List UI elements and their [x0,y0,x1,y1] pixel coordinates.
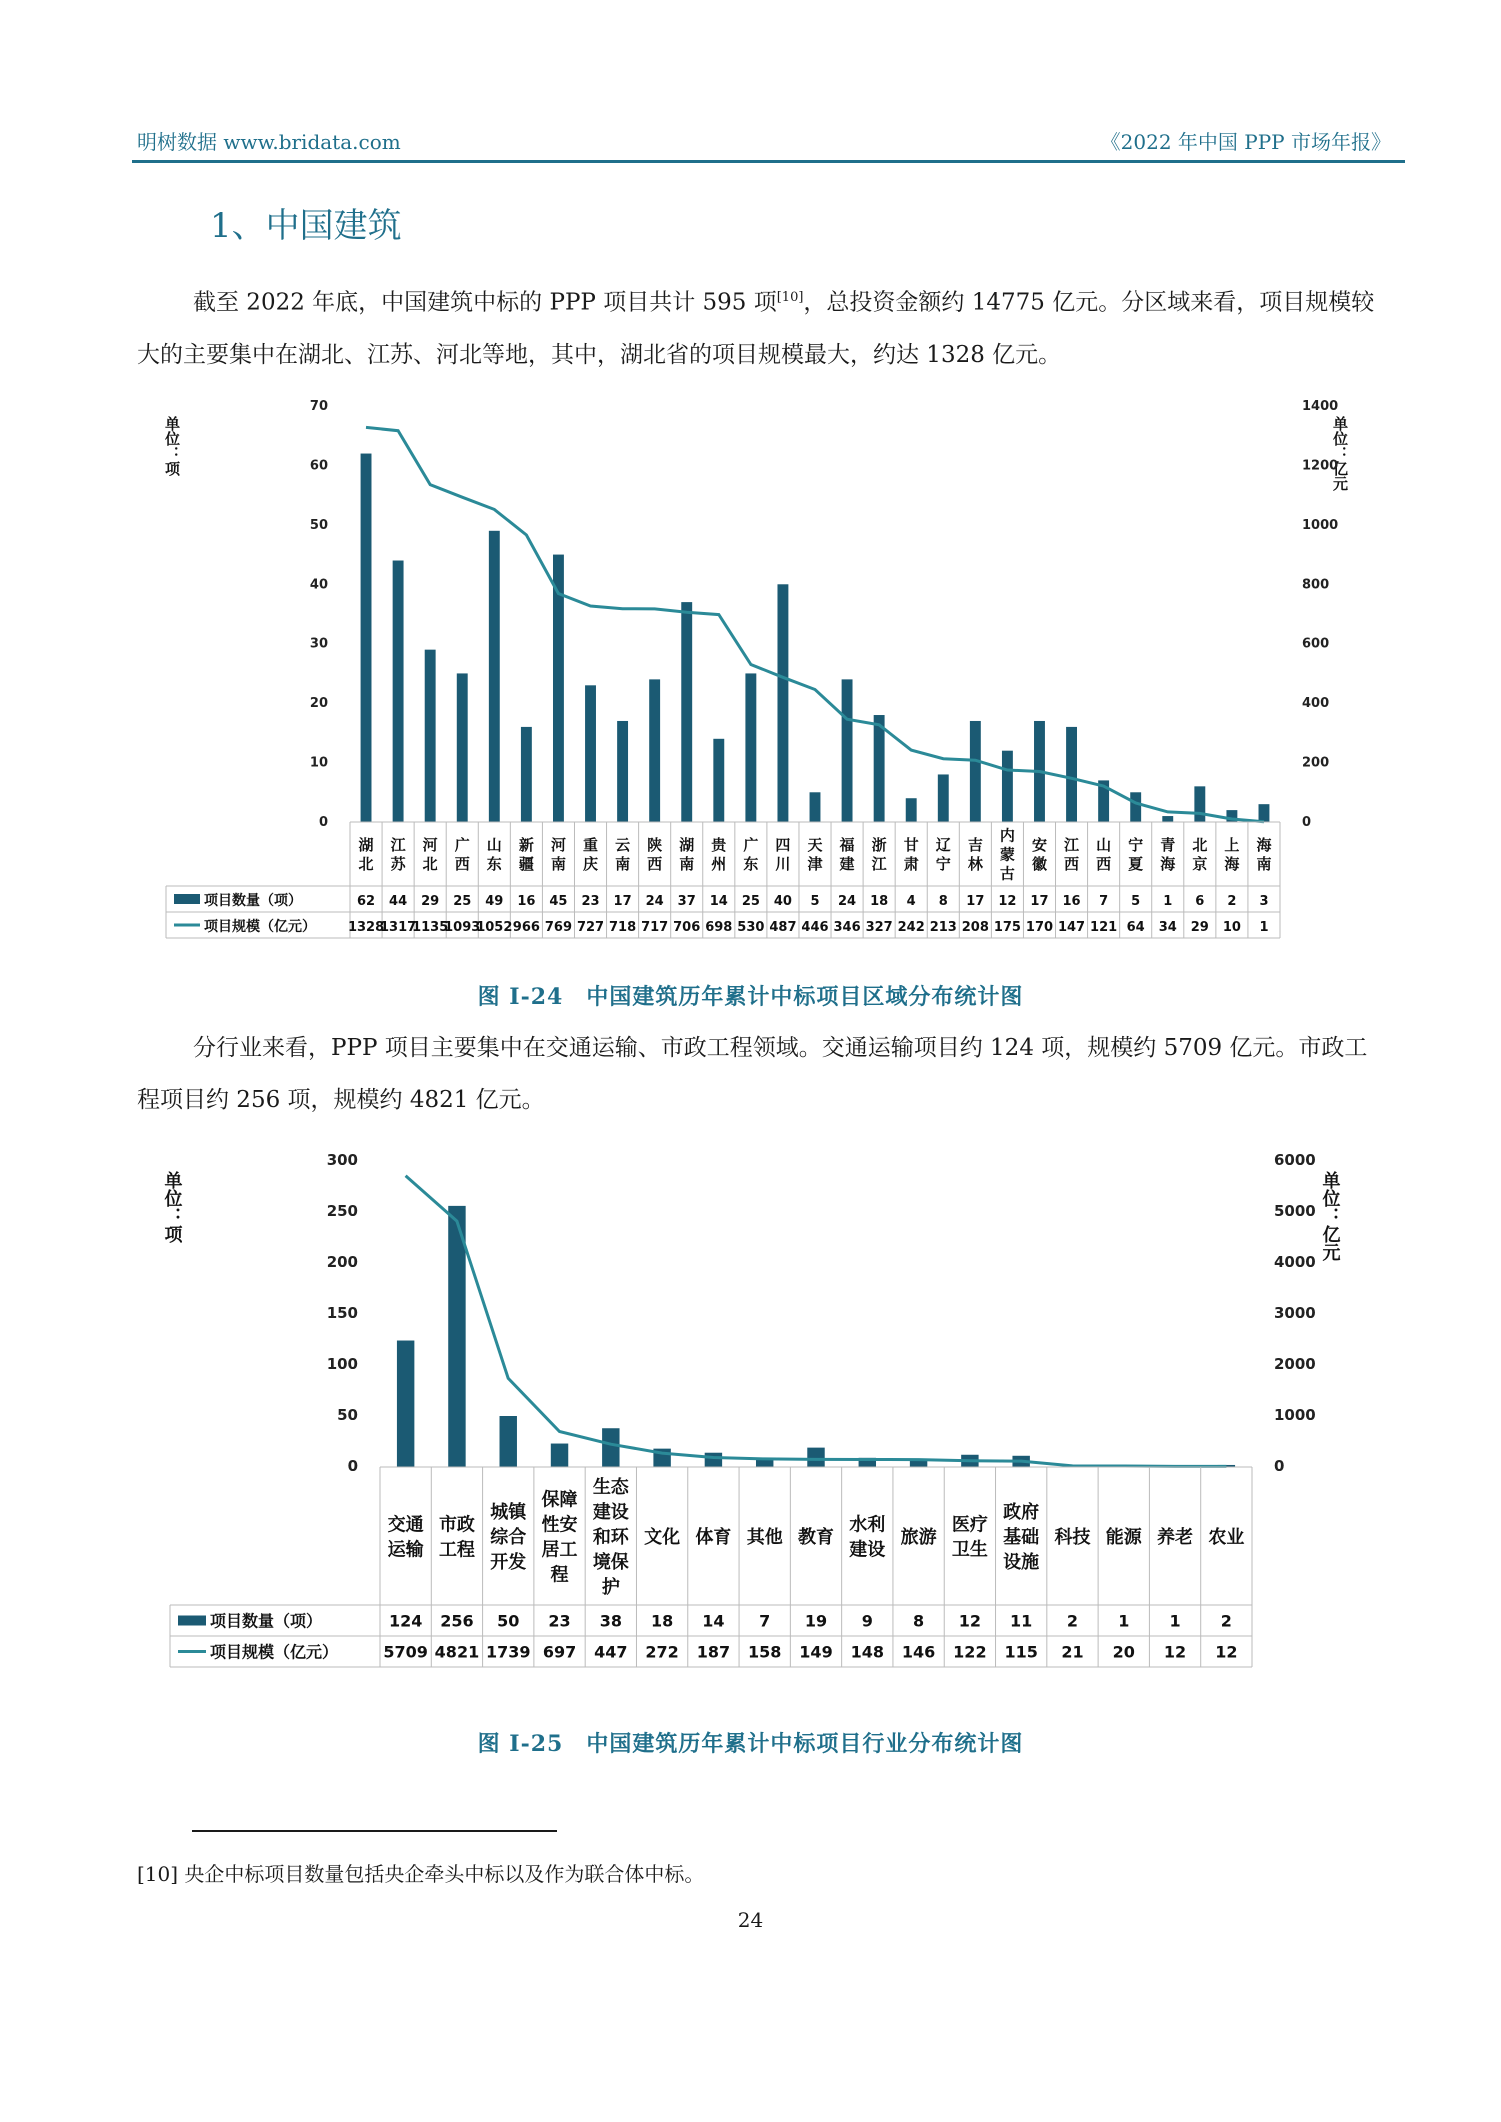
bar-湖南 [681,602,692,822]
bar-宁夏 [1130,792,1141,822]
right-tick-label: 2000 [1274,1355,1316,1373]
bar-天津 [810,792,821,822]
scale-value: 170 [1025,920,1054,935]
legend-scale-label: 项目规模（亿元） [210,1642,339,1662]
right-tick-label: 1400 [1302,399,1339,414]
scale-value: 64 [1126,920,1145,935]
left-tick-label: 50 [309,517,328,533]
count-value: 29 [421,894,440,909]
scale-value: 272 [645,1642,679,1662]
category-label: 能源 [1105,1527,1142,1548]
scale-value: 697 [542,1642,577,1662]
scale-value: 706 [673,920,701,935]
category-label: 其他 [746,1527,783,1548]
category-label: 生态建设和环境保护 [592,1477,629,1598]
left-tick-label: 300 [326,1151,358,1169]
bar-保障性安居工程 [551,1444,568,1467]
left-tick-label: 20 [309,696,328,712]
category-label: 政府基础设施 [1003,1502,1040,1573]
bar-交通运输 [397,1341,414,1467]
count-value: 24 [645,894,664,909]
count-value: 8 [913,1611,925,1631]
left-axis-unit: 单位：项 [161,1171,183,1243]
scale-value: 447 [594,1642,628,1662]
paragraph-1-text-2: ，总投资金额约 14775 亿元。分区域来看，项目规模较大的主要集中在湖北、江苏、河北等地，其中，湖北省的项目规模最大，约达 1328 亿元。 [137,289,1375,368]
scale-value: 769 [544,920,573,935]
count-value: 14 [702,1611,725,1631]
right-tick-label: 1000 [1302,517,1339,533]
count-value: 45 [549,894,568,909]
scale-value: 1052 [476,920,513,935]
scale-value: 20 [1112,1642,1135,1662]
count-value: 50 [497,1611,520,1631]
count-value: 44 [389,894,408,909]
count-value: 14 [709,894,728,909]
right-tick-label: 600 [1302,636,1330,652]
footnote: [10] 央企中标项目数量包括央企牵头中标以及作为联合体中标。 [137,1862,705,1886]
category-label: 旅游 [900,1527,937,1548]
bar-重庆 [585,685,596,822]
legend-bar-swatch [174,894,200,904]
scale-value: 158 [748,1642,782,1662]
scale-line [406,1176,1227,1467]
category-label: 辽宁 [935,835,951,873]
scale-value: 242 [897,920,925,935]
header-left: 明树数据 www.bridata.com [137,130,401,154]
count-value: 17 [613,894,632,909]
left-tick-label: 40 [309,577,328,593]
category-label: 青海 [1160,835,1176,873]
bar-教育 [807,1448,824,1467]
scale-value: 446 [801,920,829,935]
count-value: 18 [870,894,889,909]
category-label: 养老 [1157,1527,1194,1548]
scale-value: 213 [929,920,957,935]
scale-value: 122 [953,1642,987,1662]
scale-value: 1135 [412,920,449,935]
scale-value: 115 [1004,1642,1038,1662]
count-value: 23 [548,1611,571,1631]
right-tick-label: 400 [1302,696,1330,712]
bar-海南 [1259,804,1270,822]
category-label: 吉林 [967,835,983,873]
industry-chart [150,1145,1380,1715]
count-value: 25 [741,894,760,909]
count-value: 1 [1118,1611,1130,1631]
right-axis-unit: 单位：亿元 [1319,1171,1341,1261]
category-label: 农业 [1208,1527,1245,1548]
count-value: 19 [804,1611,828,1631]
right-tick-label: 6000 [1274,1151,1316,1169]
category-label: 海南 [1256,835,1272,873]
left-tick-label: 30 [309,636,328,652]
header-right: 《2022 年中国 PPP 市场年报》 [1100,130,1391,154]
category-label: 山东 [486,835,502,873]
bar-内蒙古 [1002,751,1013,822]
page-number: 24 [737,1908,764,1932]
category-label: 上海 [1224,835,1240,873]
scale-value: 147 [1057,920,1086,935]
count-value: 18 [650,1611,674,1631]
scale-value: 21 [1061,1642,1084,1662]
scale-value: 327 [865,920,893,935]
right-tick-label: 3000 [1274,1304,1316,1322]
bar-辽宁 [938,774,949,822]
count-value: 2 [1220,1611,1232,1631]
count-value: 12 [958,1611,982,1631]
count-value: 9 [861,1611,873,1631]
scale-value: 12 [1163,1642,1187,1662]
right-tick-label: 0 [1274,1457,1285,1475]
scale-value: 966 [512,920,540,935]
category-label: 内蒙古 [999,826,1015,883]
right-tick-label: 1200 [1302,458,1339,474]
bar-北京 [1194,786,1205,822]
count-value: 3 [1259,894,1269,909]
right-tick-label: 800 [1302,577,1330,593]
scale-value: 717 [641,920,669,935]
left-tick-label: 70 [309,399,328,414]
bar-其他 [756,1460,773,1467]
category-label: 贵州 [711,835,727,873]
left-tick-label: 100 [326,1355,358,1373]
bar-贵州 [713,739,724,822]
scale-value: 1739 [485,1642,531,1662]
bar-吉林 [970,721,981,822]
legend-count-label: 项目数量（项） [204,893,302,909]
scale-value: 34 [1158,920,1177,935]
left-tick-label: 10 [309,755,328,771]
scale-value: 1 [1259,920,1269,935]
legend-bar-swatch [178,1616,206,1626]
category-label: 福建 [839,835,855,873]
paragraph-2: 分行业来看，PPP 项目主要集中在交通运输、市政工程领域。交通运输项目约 124 项，规模约 5709 亿元。市政工程项目约 256 项，规模约 4821 亿元。 [137,1035,1368,1113]
count-value: 124 [388,1611,423,1631]
right-tick-label: 4000 [1274,1253,1316,1271]
bar-甘肃 [906,798,917,822]
category-label: 江苏 [390,835,406,873]
category-label: 广西 [454,835,470,873]
category-label: 湖北 [358,835,374,873]
bar-山东 [489,531,500,822]
scale-value: 1317 [380,920,417,935]
count-value: 6 [1195,894,1205,909]
bar-浙江 [874,715,885,822]
bar-市政工程 [448,1206,465,1467]
paragraph-1-text: 截至 2022 年底，中国建筑中标的 PPP 项目共计 595 项 [193,289,777,316]
category-label: 安徽 [1031,835,1047,873]
scale-value: 4821 [434,1642,480,1662]
bar-江西 [1066,727,1077,822]
bar-新疆 [521,727,532,822]
legend-scale-label: 项目规模（亿元） [204,919,316,935]
right-tick-label: 200 [1302,755,1330,771]
category-label: 云南 [615,835,631,873]
scale-value: 121 [1090,920,1118,935]
bar-广西 [457,673,468,822]
bar-四川 [777,584,788,822]
scale-value: 530 [737,920,765,935]
bar-云南 [617,721,628,822]
category-label: 新疆 [518,835,534,873]
bar-生态建设和环境保护 [602,1428,619,1467]
legend-count-label: 项目数量（项） [210,1611,323,1631]
section-title: 1、中国建筑 [210,206,402,246]
scale-value: 208 [961,920,989,935]
category-label: 湖南 [679,835,695,873]
count-value: 4 [906,894,916,909]
category-label: 文化 [644,1527,681,1548]
count-value: 23 [581,894,600,909]
category-label: 重庆 [583,835,599,873]
bar-城镇综合开发 [500,1416,517,1467]
count-value: 62 [356,894,376,909]
scale-value: 29 [1190,920,1209,935]
data-table-grid [170,1467,1252,1667]
category-label: 体育 [695,1527,732,1548]
bar-福建 [842,679,853,822]
category-label: 科技 [1054,1527,1091,1548]
scale-value: 698 [705,920,733,935]
left-tick-label: 60 [309,458,328,474]
scale-value: 175 [993,920,1021,935]
left-tick-label: 250 [326,1202,358,1220]
count-value: 7 [1099,894,1109,909]
bar-湖北 [361,454,372,822]
category-label: 宁夏 [1128,835,1144,873]
count-value: 8 [938,894,948,909]
scale-value: 148 [850,1642,884,1662]
count-value: 49 [485,894,504,909]
count-value: 2 [1227,894,1237,909]
count-value: 16 [517,894,536,909]
category-label: 北京 [1192,835,1208,873]
count-value: 7 [759,1611,771,1631]
bar-体育 [705,1453,722,1467]
scale-value: 487 [769,920,797,935]
count-value: 1 [1169,1611,1181,1631]
count-value: 17 [966,894,985,909]
category-label: 城镇综合开发 [490,1502,527,1573]
left-tick-label: 150 [326,1304,358,1322]
category-label: 教育 [798,1527,834,1548]
count-value: 256 [440,1611,474,1631]
count-value: 5 [810,894,820,909]
category-label: 河北 [422,835,438,873]
category-label: 交通运输 [387,1514,424,1561]
bar-广东 [745,673,756,822]
footnote-rule [192,1830,557,1832]
left-tick-label: 200 [326,1253,358,1271]
scale-value: 146 [901,1642,936,1662]
count-value: 37 [677,894,696,909]
scale-value: 1093 [444,920,481,935]
scale-value: 718 [609,920,637,935]
count-value: 16 [1062,894,1081,909]
category-label: 天津 [807,835,823,873]
count-value: 11 [1010,1611,1033,1631]
region-chart [150,390,1380,970]
category-label: 甘肃 [903,835,919,873]
bar-河北 [425,650,436,822]
count-value: 5 [1131,894,1141,909]
right-tick-label: 5000 [1274,1202,1316,1220]
left-axis-unit: 单位：项 [163,416,181,476]
scale-line [366,427,1264,821]
scale-value: 149 [799,1642,833,1662]
scale-value: 187 [696,1642,731,1662]
count-value: 38 [599,1611,622,1631]
figure-caption-1: 图 I-24 中国建筑历年累计中标项目区域分布统计图 [477,984,1024,1010]
count-value: 1 [1163,894,1173,909]
count-value: 25 [453,894,472,909]
scale-value: 346 [833,920,861,935]
category-label: 保障性安居工程 [541,1489,578,1586]
right-tick-label: 1000 [1274,1406,1316,1424]
scale-value: 10 [1222,920,1241,935]
category-label: 陕西 [647,835,663,873]
count-value: 40 [773,894,792,909]
right-tick-label: 0 [1302,815,1312,830]
category-label: 河南 [550,835,566,873]
paragraph-1 [137,272,1377,381]
count-value: 12 [998,894,1017,909]
category-label: 广东 [743,835,759,873]
left-tick-label: 50 [337,1406,358,1424]
left-tick-label: 0 [318,815,328,830]
figure-caption-2: 图 I-25 中国建筑历年累计中标项目行业分布统计图 [477,1731,1024,1757]
scale-value: 727 [576,920,605,935]
count-value: 24 [838,894,857,909]
left-tick-label: 0 [347,1457,358,1475]
count-value: 17 [1030,894,1049,909]
count-value: 2 [1066,1611,1079,1631]
header-rule [132,160,1405,163]
scale-value: 12 [1215,1642,1238,1662]
scale-value: 5709 [383,1642,428,1662]
bar-江苏 [393,561,404,822]
bar-陕西 [649,679,660,822]
category-label: 浙江 [871,835,887,873]
footnote-ref[interactable]: [10] [776,290,804,305]
bar-青海 [1162,816,1173,822]
category-label: 水利建设 [849,1514,886,1561]
right-axis-unit: 单位：亿元 [1331,416,1349,491]
category-label: 山西 [1096,835,1112,873]
category-label: 四川 [775,835,791,873]
category-label: 江西 [1064,835,1080,873]
category-label: 医疗卫生 [951,1514,988,1561]
category-label: 市政工程 [438,1514,475,1561]
scale-value: 1328 [347,920,385,935]
